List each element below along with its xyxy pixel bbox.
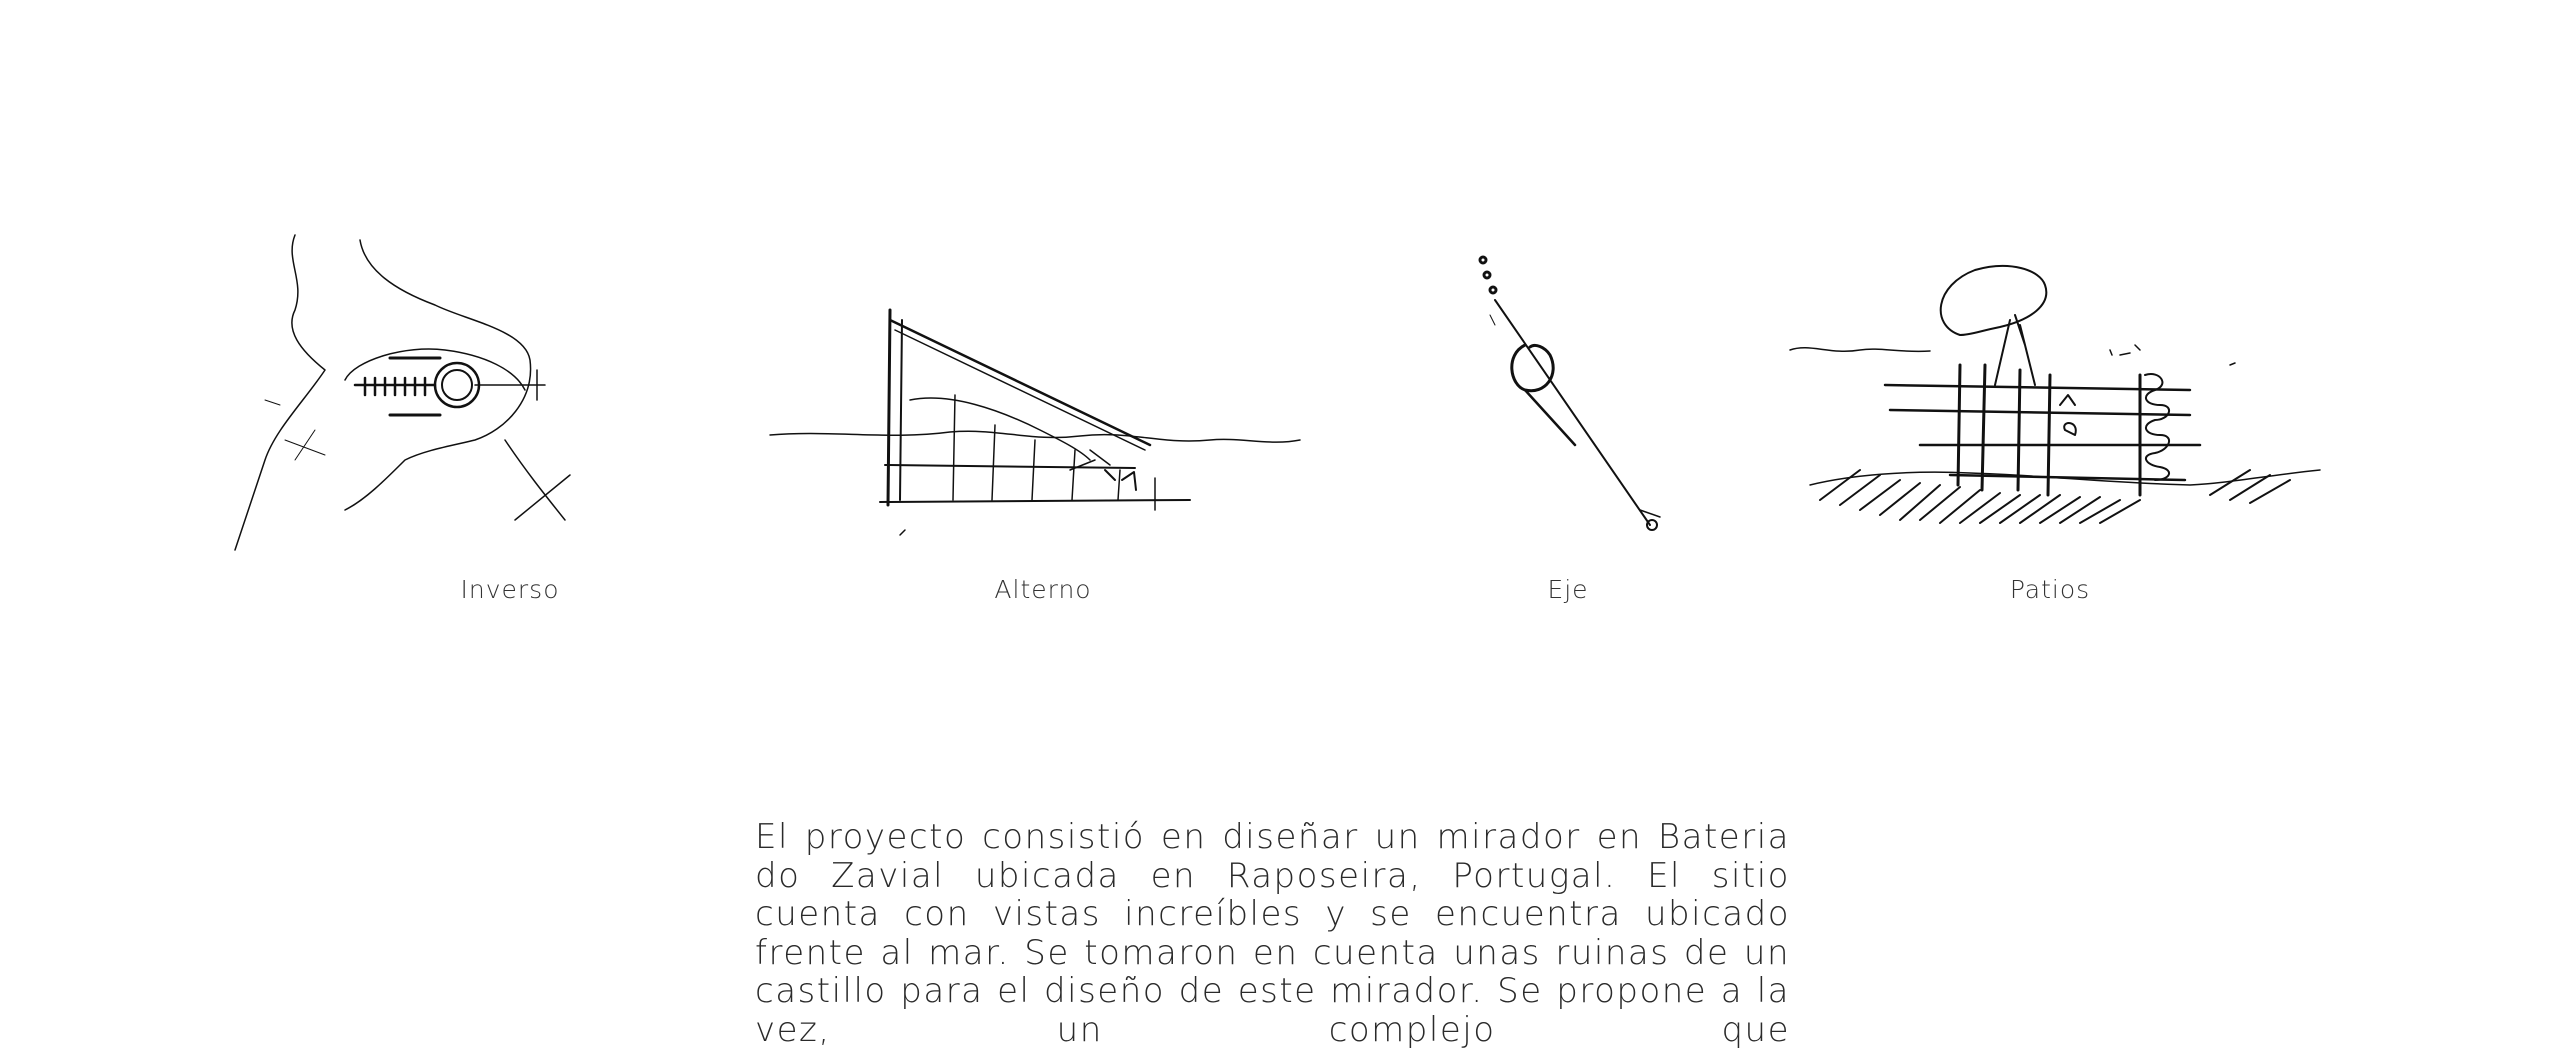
sketch-patios [1790, 255, 2350, 530]
sketch-eje [1465, 255, 1685, 555]
sketch-inverso [225, 230, 615, 560]
sketch-alterno [770, 300, 1310, 545]
caption-inverso: Inverso [460, 575, 560, 604]
caption-eje: Eje [1547, 575, 1589, 604]
caption-alterno: Alterno [994, 575, 1092, 604]
caption-patios: Patios [2009, 575, 2091, 604]
project-description: El proyecto consistió en diseñar un mirador en Bateria do Zavial ubicada en Raposeira, Portugal. El sitio cuenta con vistas increíbles y se encuentra ubicado frente al mar. Se tomaron en cuenta unas ruinas de un castillo para el diseño de este mirador. Se propone a la vez, un complejo que [755, 817, 1790, 1050]
